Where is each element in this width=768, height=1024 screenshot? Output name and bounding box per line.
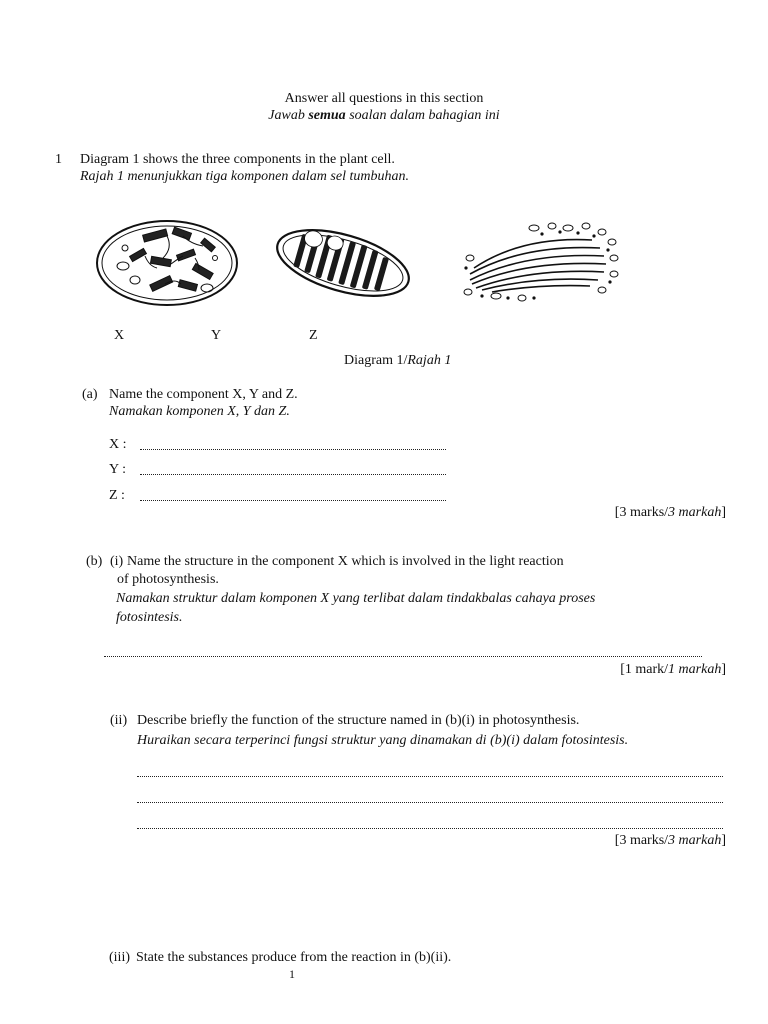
part-b-ii-answer-line-2[interactable] (137, 802, 723, 803)
part-b-ii-label: (ii) (110, 713, 128, 728)
mitochondrion-diagram (268, 218, 418, 308)
part-b-ii-question-ms: Huraikan secara terperinci fungsi struktur yang dinamakan di (b)(i) dalam fotosintesis. (137, 733, 629, 748)
diagram-caption (344, 352, 451, 370)
part-b-i-marks-en: [1 mark/ (620, 662, 669, 677)
part-a-marks-ms: 3 markah (668, 505, 722, 520)
part-b-ii-answer-line-3[interactable] (137, 828, 723, 829)
answer-label-x: X : (109, 437, 127, 452)
part-b-ii-marks-en: [3 marks/ (614, 833, 669, 848)
part-b-i-marks (620, 661, 726, 679)
diagram-caption-ms: Rajah 1 (407, 353, 452, 368)
golgi-apparatus-diagram (462, 218, 622, 303)
answer-line-y[interactable] (140, 474, 446, 475)
part-b-i-marks-ms: 1 markah (668, 662, 722, 677)
instruction-ms-pre: Jawab (268, 108, 309, 123)
question-intro-ms: Rajah 1 menunjukkan tiga komponen dalam sel tumbuhan. (80, 169, 409, 184)
part-b-iii-question-en: State the substances produce from the reaction in (b)(ii). (136, 950, 452, 965)
answer-label-y: Y : (109, 462, 126, 477)
answer-line-z[interactable] (140, 500, 446, 501)
part-b-iii-label: (iii) (109, 950, 130, 965)
answer-label-z: Z : (109, 488, 125, 503)
part-b-i-question-en-2: of photosynthesis. (117, 572, 219, 587)
part-b-i-answer-line[interactable] (104, 656, 702, 657)
part-b-ii-marks (615, 832, 726, 850)
part-b-i-label: (i) (110, 554, 124, 569)
section-instruction-ms (0, 107, 768, 125)
part-b-ii-question-en: Describe briefly the function of the structure named in (b)(i) in photosynthesis. (137, 713, 580, 728)
section-instruction-en: Answer all questions in this section (284, 91, 484, 106)
part-b-i-question-en-1: Name the structure in the component X which is involved in the light reaction (127, 554, 564, 569)
diagram-label-y: Y (211, 328, 222, 343)
part-a-question-ms: Namakan komponen X, Y dan Z. (109, 404, 290, 419)
diagram-label-z: Z (309, 328, 318, 343)
part-b-ii-marks-ms: 3 markah (668, 833, 722, 848)
part-a-marks-close: ] (721, 505, 726, 520)
page-number: 1 (289, 967, 295, 981)
question-number: 1 (55, 152, 62, 167)
part-b-i-marks-close: ] (721, 662, 726, 677)
chloroplast-diagram (95, 218, 240, 308)
instruction-ms-post: soalan dalam bahagian ini (345, 108, 500, 123)
part-a-marks-en: [3 marks/ (614, 505, 669, 520)
diagram-label-x: X (114, 328, 125, 343)
question-intro-en: Diagram 1 shows the three components in the plant cell. (80, 152, 395, 167)
part-a-marks (615, 504, 726, 522)
answer-line-x[interactable] (140, 449, 446, 450)
part-b-i-question-ms-1: Namakan struktur dalam komponen X yang terlibat dalam tindakbalas cahaya proses (116, 591, 596, 606)
part-b-i-question-ms-2: fotosintesis. (116, 610, 183, 625)
part-b-label: (b) (86, 554, 103, 569)
part-b-ii-marks-close: ] (721, 833, 726, 848)
section-instruction (0, 90, 768, 108)
part-a-question-en: Name the component X, Y and Z. (109, 387, 298, 402)
part-a-label: (a) (82, 387, 98, 402)
instruction-ms-bold: semua (308, 108, 346, 123)
part-b-ii-answer-line-1[interactable] (137, 776, 723, 777)
diagram-caption-en: Diagram 1/ (344, 353, 408, 368)
